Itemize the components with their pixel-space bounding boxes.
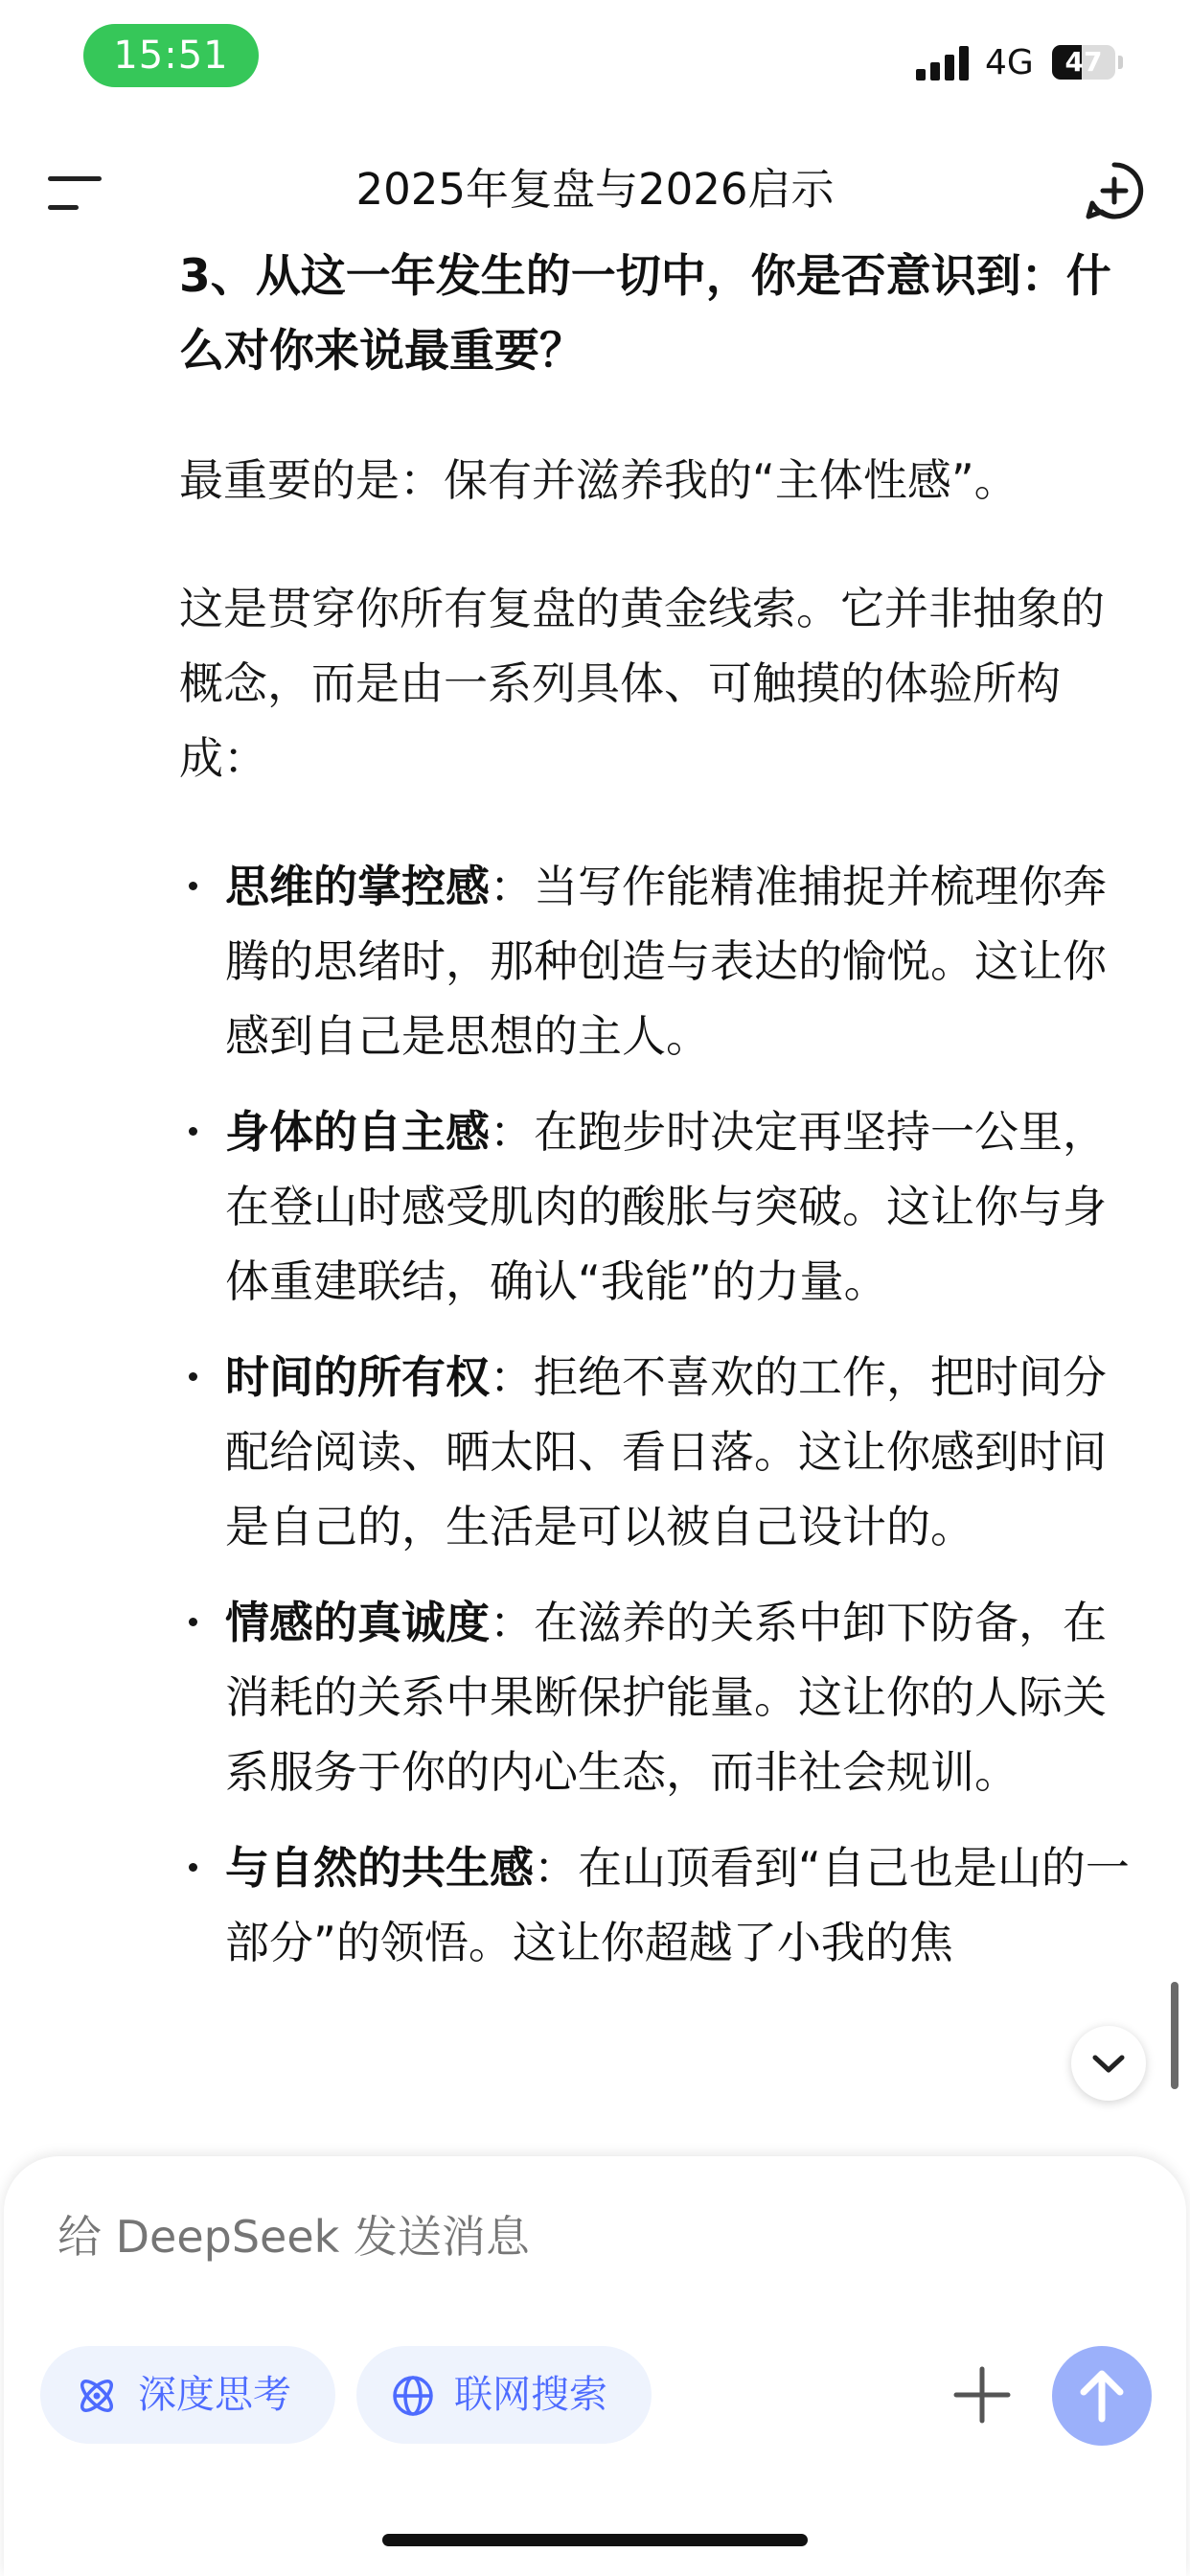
new-chat-icon[interactable] [1085,161,1144,220]
list-item [179,1585,1137,1809]
bullet-dot [189,882,197,890]
bullet-dot [189,1618,197,1626]
bullet-dot [189,1372,197,1381]
bullet-dot [189,1127,197,1136]
assistant-message [179,240,1137,1980]
list-item [179,849,1137,1073]
page-title: 2025年复盘与2026启示 [355,164,835,215]
question-heading: 3、从这一年发生的一切中，你是否意识到：什么对你来说最重要？ [179,250,1111,378]
list-item [179,1830,1137,1980]
list-item-title: 情感的真诚度 [225,1597,490,1648]
list-item-text: ：在跑步时决定再坚持一公里，在登山时感受肌肉的酸胀与突破。这让你与身体重建联结，确认“我能”的力量。 [225,1106,1107,1307]
status-bar [0,0,1190,105]
answer-text: 最重要的是：保有并滋养我的“主体性感”。 [179,454,1018,506]
web-search-label: 联网搜索 [454,2373,607,2417]
menu-icon[interactable] [48,172,105,215]
network-type: 4G [985,43,1034,82]
battery-icon [1052,45,1115,80]
plus-icon[interactable] [949,2361,1016,2428]
chat-header [0,144,1190,240]
list-item-title: 思维的掌控感 [225,861,490,912]
send-button[interactable] [1052,2346,1152,2446]
intro-paragraph: 这是贯穿你所有复盘的黄金线索。它并非抽象的概念，而是由一系列具体、可触摸的体验所构成： [179,583,1105,784]
signal-icon [916,44,970,80]
list-item-title: 与自然的共生感 [225,1842,534,1894]
list-item-title: 身体的自主感 [225,1106,490,1158]
globe-icon [391,2374,435,2418]
status-time: 15:51 [83,24,259,87]
list-item-title: 时间的所有权 [225,1351,490,1403]
list-item [179,1340,1137,1564]
scroll-to-bottom-button[interactable] [1071,2026,1146,2101]
home-indicator [382,2534,808,2546]
battery-tip [1118,56,1123,69]
list-item-text: ：在山顶看到“自己也是山的一部分”的领悟。这让你超越了小我的焦 [225,1842,1130,1968]
deep-think-button[interactable] [40,2346,335,2444]
arrow-up-icon [1052,2346,1152,2446]
message-composer [4,2156,1186,2576]
battery-percent: 47 [1064,46,1103,78]
list-item-text: ：在滋养的关系中卸下防备，在消耗的关系中果断保护能量。这让你的人际关系服务于你的内心生态，而非社会规训。 [225,1597,1107,1798]
chevron-down-icon [1071,2026,1146,2101]
list-item-text: ：拒绝不喜欢的工作，把时间分配给阅读、晒太阳、看日落。这让你感到时间是自己的，生活是可以被自己设计的。 [225,1351,1107,1552]
deep-think-label: 深度思考 [138,2373,291,2417]
message-input[interactable] [57,2208,920,2266]
web-search-button[interactable] [356,2346,652,2444]
list-item [179,1094,1137,1319]
bullet-list [179,849,1137,1980]
scrollbar[interactable] [1171,1982,1179,2089]
bullet-dot [189,1863,197,1872]
atom-icon [75,2374,119,2418]
list-item-text: ：当写作能精准捕捉并梳理你奔腾的思绪时，那种创造与表达的愉悦。这让你感到自己是思想的主人。 [225,861,1107,1062]
